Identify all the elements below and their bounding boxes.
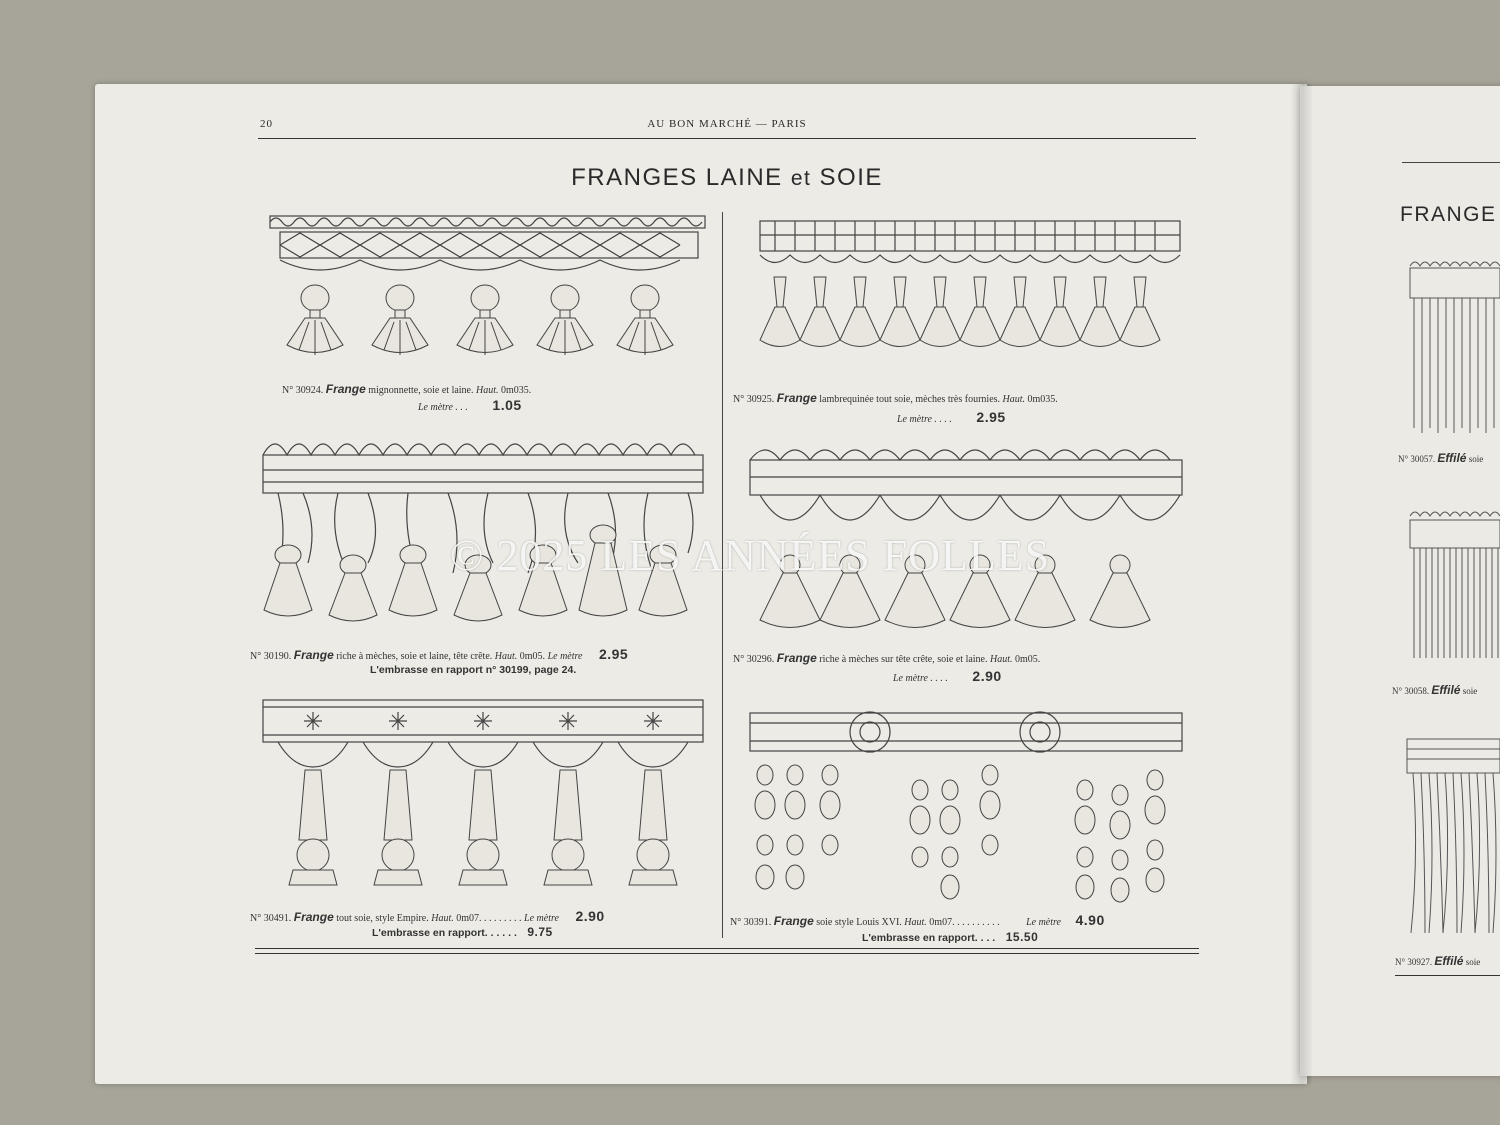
price-line-30925 (897, 409, 1006, 425)
fringe-illustration-30057 (1408, 258, 1500, 436)
right-page-title: FRANGE (1400, 203, 1497, 226)
title-main: FRANGES LAINE (571, 164, 783, 191)
item-height: 0m05. (519, 651, 546, 662)
item-description: riche à mèches sur tête crête, soie et laine. (819, 654, 988, 665)
item-keyword: Frange (325, 382, 366, 396)
caption-30491 (250, 908, 605, 924)
title-last: SOIE (819, 164, 883, 191)
note-text: L'embrasse en rapport. . . . . . (372, 927, 517, 939)
page-number: 20 (260, 118, 273, 130)
item-description: soie style Louis XVI. (816, 917, 902, 928)
note-text: L'embrasse en rapport. . . . (862, 932, 996, 944)
fringe-illustration-30058 (1408, 508, 1500, 660)
note-price: 9.75 (527, 925, 553, 939)
item-height: 0m035. (501, 385, 532, 396)
caption-30190 (250, 646, 628, 662)
fringe-illustration-30491 (258, 695, 713, 905)
price-value: 4.90 (1075, 912, 1105, 928)
price-unit: Le mètre . . . . (893, 673, 948, 684)
right-page-top-rule (1402, 162, 1500, 165)
item-height-label: Haut. (431, 913, 454, 924)
item-number: N° 30927. (1395, 957, 1433, 967)
price-line-30924 (418, 397, 522, 413)
item-description: soie (1468, 454, 1484, 464)
price-unit: Le mètre (547, 651, 583, 662)
price-unit: Le mètre . . . . (897, 414, 952, 425)
caption-30924 (282, 382, 531, 396)
item-description: tout soie, style Empire. (336, 913, 429, 924)
caption-30058 (1392, 683, 1477, 697)
item-height-label: Haut. (494, 651, 518, 662)
item-keyword: Effilé (1437, 451, 1467, 465)
item-description: mignonnette, soie et laine. (368, 385, 474, 396)
bottom-rule (255, 948, 1199, 954)
note-30391 (862, 930, 1038, 944)
fringe-illustration-30927 (1405, 735, 1500, 940)
price-unit: Le mètre (1026, 917, 1061, 928)
item-number: N° 30058. (1392, 686, 1430, 696)
item-number: N° 30057. (1398, 454, 1436, 464)
price-value: 2.90 (972, 668, 1002, 684)
item-description: lambrequinée tout soie, mèches très fournies. (819, 394, 1001, 405)
price-value: 2.90 (575, 908, 605, 924)
price-unit: Le mètre . . . (418, 402, 468, 413)
caption-30925 (733, 391, 1058, 405)
fringe-illustration-30924 (265, 210, 715, 382)
price-value: 2.95 (976, 409, 1006, 425)
item-height: 0m05. (1015, 654, 1041, 665)
item-keyword: Effilé (1431, 683, 1461, 697)
item-description: soie (1465, 957, 1481, 967)
price-value: 1.05 (492, 397, 522, 413)
title-conj: et (790, 167, 812, 190)
note-30190: L'embrasse en rapport n° 30199, page 24. (370, 664, 577, 676)
page-header (258, 118, 1196, 139)
note-price: 15.50 (1005, 930, 1039, 944)
item-height-label: Haut. (990, 654, 1013, 665)
item-height-label: Haut. (904, 917, 927, 928)
item-number: N° 30925. (733, 394, 775, 405)
item-keyword: Frange (776, 391, 817, 405)
item-number: N° 30924. (282, 385, 324, 396)
caption-30296 (733, 651, 1040, 665)
running-head: AU BON MARCHÉ — PARIS (647, 118, 807, 130)
price-unit: Le mètre (524, 913, 559, 924)
fringe-illustration-30391 (745, 705, 1190, 910)
item-number: N° 30296. (733, 654, 775, 665)
item-keyword: Frange (293, 910, 334, 924)
item-keyword: Effilé (1434, 954, 1464, 968)
fringe-illustration-30925 (750, 215, 1185, 375)
caption-30391 (730, 912, 1105, 928)
caption-30927 (1395, 954, 1480, 968)
item-number: N° 30391. (730, 917, 772, 928)
right-page-bottom-rule (1395, 975, 1500, 978)
item-keyword: Frange (293, 648, 334, 662)
item-height-label: Haut. (1002, 394, 1026, 405)
item-keyword: Frange (776, 651, 817, 665)
price-value: 2.95 (598, 646, 629, 662)
item-height: 0m07. . . . . . . . . . (929, 917, 1000, 928)
item-height: 0m035. (1027, 394, 1058, 405)
item-height-label: Haut. (476, 385, 499, 396)
book-gutter (1290, 84, 1312, 1084)
item-height: 0m07. . . . . . . . . (456, 913, 522, 924)
caption-30057 (1398, 451, 1483, 465)
item-number: N° 30491. (250, 913, 292, 924)
item-description: riche à mèches, soie et laine, tête crête. (336, 651, 493, 662)
item-description: soie (1462, 686, 1478, 696)
item-number: N° 30190. (250, 651, 292, 662)
note-30491 (372, 925, 553, 939)
copyright-watermark: © 2025 LES ANNÉES FOLLES (449, 531, 1051, 580)
page-title (258, 164, 1196, 192)
item-keyword: Frange (773, 914, 814, 928)
price-line-30296 (893, 668, 1002, 684)
